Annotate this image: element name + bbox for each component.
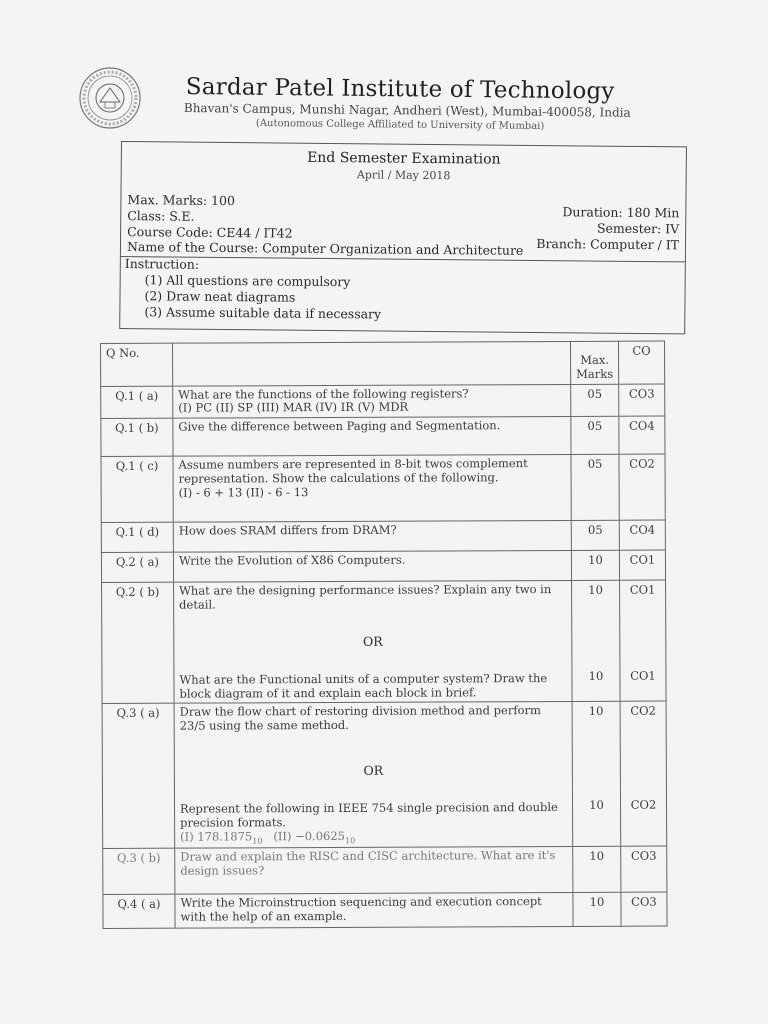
header-qno: Q No. [101,343,173,386]
question-number: Q.2 ( a) [101,552,173,582]
instruction-heading: Instruction: [124,256,200,272]
question-text: Draw the flow chart of restoring division method and perform 23/5 using the same method. [179,703,541,733]
max-marks: Max. Marks: 100 [127,192,236,209]
question-number: Q.4 ( a) [103,895,175,929]
alternate-question-marks: 10 [589,798,604,813]
question-text: Write the Evolution of X86 Computers. [178,552,406,568]
table-row [101,550,665,582]
alternate-question-text: Represent the following in IEEE 754 single precision and double precision formats. [180,799,558,830]
question-marks: 10 [573,847,621,893]
question-co: CO4 [619,416,665,454]
institute-seal-icon [78,66,142,130]
question-marks: 05 [571,454,619,520]
question-number: Q.2 ( b) [102,582,175,704]
question-co: CO3 [621,846,667,892]
alternate-question-text: What are the Functional units of a computer system? Draw the block diagram of it and explain each block in brief. [179,670,548,701]
question-number: Q.1 ( c) [101,456,173,522]
exam-session: April / May 2018 [356,168,451,183]
question-number: Q.3 ( a) [102,704,175,849]
header-co: CO [618,341,664,384]
branch: Branch: Computer / IT [536,235,680,253]
info-divider [121,256,685,262]
question-marks: 10 [571,550,619,580]
table-row [101,416,665,456]
header-question [173,341,571,385]
institute-address: Bhavan's Campus, Munshi Nagar, Andheri (West), Mumbai-400058, India [183,101,631,120]
table-row [101,520,665,552]
question-number: Q.1 ( d) [101,522,173,552]
duration: Duration: 180 Min [562,204,680,221]
question-co: CO2 [619,454,665,520]
question-number: Q.3 ( b) [103,849,175,895]
questions-table [100,341,668,930]
table-row [102,701,667,849]
question-marks: 05 [571,384,619,417]
table-row [101,454,665,522]
instruction-item: (1) All questions are compulsory [144,272,351,290]
question-text: Draw and explain the RISC and CISC architecture. What are it's design issues? [180,848,556,878]
table-row [103,846,667,894]
question-text: Write the Microinstruction sequencing and execution concept with the help of an example. [180,894,542,924]
question-number: Q.1 ( b) [101,418,173,456]
semester: Semester: IV [596,220,680,237]
exam-title: End Semester Examination [307,149,501,168]
question-co: CO1 [619,550,665,580]
or-separator: OR [362,633,383,649]
question-text: What are the functions of the following registers? [178,385,469,402]
table-header-row [101,341,665,386]
question-subtext: (I) - 6 + 13 (II) - 6 - 13 [178,484,309,500]
course-code: Course Code: CE44 / IT42 [127,224,293,241]
alternate-question-subtext: (I) $178.1875_{10}$ $(II) -0.0625_{10}$ [180,828,356,846]
question-co: CO2 [630,703,656,719]
alternate-question-co: CO2 [630,797,657,813]
question-text: Give the difference between Paging and Segmentation. [178,418,501,434]
question-co: CO1 [629,582,656,597]
instruction-item: (2) Draw neat diagrams [144,288,296,305]
question-marks: 05 [571,520,619,550]
question-text: How does SRAM differs from DRAM? [178,522,397,538]
course-name: Name of the Course: Computer Organization and Architecture [126,239,524,258]
institute-name: Sardar Patel Institute of Technology [185,74,615,105]
alternate-question-co: CO1 [630,668,656,683]
table-row [103,892,667,928]
table-row [101,384,665,419]
table-row [102,580,667,704]
question-text: What are the designing performance issues? Explain any two in detail. [179,582,552,612]
question-marks: 10 [588,582,603,598]
question-marks: 05 [571,416,619,454]
alternate-question-marks: 10 [588,668,604,684]
question-co: CO3 [621,892,667,926]
exam-info-box [119,141,687,334]
question-text: Assume numbers are represented in 8-bit twos complement representation. Show the calculations of the following. [178,456,528,486]
question-marks: 10 [573,893,621,927]
question-subtext: (I) PC (II) SP (III) MAR (IV) IR (V) MDR [178,400,409,416]
question-marks: 10 [588,704,604,719]
question-co: CO3 [619,384,665,417]
institute-affiliation: (Autonomous College Affiliated to University of Mumbai) [255,118,545,133]
class: Class: S.E. [127,208,195,224]
instruction-item: (3) Assume suitable data if necessary [144,304,382,322]
question-number: Q.1 ( a) [101,386,173,419]
or-separator: OR [363,762,384,778]
question-co: CO4 [619,520,665,550]
header-marks: Max. Marks [570,341,618,384]
